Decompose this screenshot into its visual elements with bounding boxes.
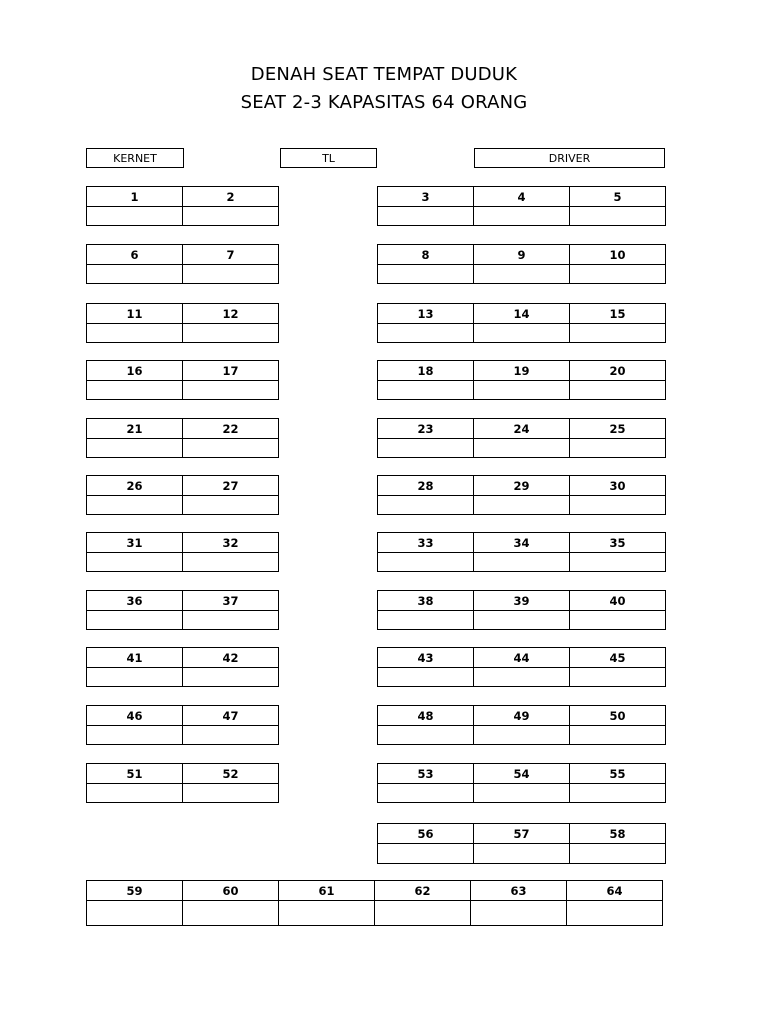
seat-cell <box>182 244 279 284</box>
seat-row-left <box>86 647 279 687</box>
seat-name-field[interactable] <box>183 784 278 802</box>
seat-number: 56 <box>378 824 473 844</box>
seat-name-field[interactable] <box>474 784 569 802</box>
seat-cell <box>473 647 570 687</box>
seat-number: 3 <box>378 187 473 207</box>
seat-number: 44 <box>474 648 569 668</box>
seat-number: 64 <box>567 881 662 901</box>
seat-name-field[interactable] <box>474 668 569 686</box>
seat-number: 37 <box>183 591 278 611</box>
seat-number: 52 <box>183 764 278 784</box>
seat-cell <box>86 244 183 284</box>
seat-name-field[interactable] <box>474 265 569 283</box>
seat-cell <box>473 303 570 343</box>
seat-cell <box>473 244 570 284</box>
seat-row-left <box>86 705 279 745</box>
seat-name-field[interactable] <box>378 439 473 457</box>
seat-cell <box>182 590 279 630</box>
seat-cell <box>182 360 279 400</box>
seat-number: 31 <box>87 533 182 553</box>
seat-name-field[interactable] <box>570 265 665 283</box>
seat-number: 22 <box>183 419 278 439</box>
seat-cell <box>377 590 474 630</box>
seat-name-field[interactable] <box>567 901 662 925</box>
seat-number: 19 <box>474 361 569 381</box>
seat-cell <box>182 186 279 226</box>
seat-number: 17 <box>183 361 278 381</box>
seat-number: 13 <box>378 304 473 324</box>
seat-number: 16 <box>87 361 182 381</box>
seat-cell <box>86 647 183 687</box>
seat-name-field[interactable] <box>570 668 665 686</box>
seat-name-field[interactable] <box>279 901 374 925</box>
seat-cell <box>473 186 570 226</box>
seat-cell <box>473 590 570 630</box>
seat-cell <box>569 647 666 687</box>
seat-number: 61 <box>279 881 374 901</box>
seat-row-back <box>86 880 663 926</box>
seat-name-field[interactable] <box>471 901 566 925</box>
seat-name-field[interactable] <box>570 611 665 629</box>
seat-number: 43 <box>378 648 473 668</box>
seat-cell <box>377 647 474 687</box>
seat-cell <box>473 763 570 803</box>
seat-name-field[interactable] <box>87 553 182 571</box>
seat-number: 11 <box>87 304 182 324</box>
seat-number: 47 <box>183 706 278 726</box>
seat-cell <box>569 360 666 400</box>
seat-cell <box>569 418 666 458</box>
seat-cell <box>86 360 183 400</box>
seat-number: 33 <box>378 533 473 553</box>
seat-name-field[interactable] <box>183 265 278 283</box>
seat-number: 45 <box>570 648 665 668</box>
seat-name-field[interactable] <box>87 496 182 514</box>
seat-cell <box>473 360 570 400</box>
seat-row-right <box>377 244 666 284</box>
seat-cell <box>86 532 183 572</box>
seat-cell <box>86 590 183 630</box>
seat-number: 32 <box>183 533 278 553</box>
seat-cell <box>182 880 279 926</box>
seat-cell <box>86 475 183 515</box>
seat-cell <box>182 705 279 745</box>
seat-name-field[interactable] <box>183 726 278 744</box>
seat-number: 18 <box>378 361 473 381</box>
seat-cell <box>377 303 474 343</box>
seat-number: 12 <box>183 304 278 324</box>
seat-cell <box>377 763 474 803</box>
seat-cell <box>569 590 666 630</box>
seat-cell <box>569 763 666 803</box>
seat-cell <box>182 475 279 515</box>
seat-cell <box>182 532 279 572</box>
seat-row-right <box>377 303 666 343</box>
seat-row-left <box>86 244 279 284</box>
seat-cell <box>470 880 567 926</box>
seat-name-field[interactable] <box>87 784 182 802</box>
seat-cell <box>473 418 570 458</box>
seat-name-field[interactable] <box>378 324 473 342</box>
seat-number: 60 <box>183 881 278 901</box>
seat-cell <box>377 823 474 864</box>
seat-row-right <box>377 647 666 687</box>
seat-number: 2 <box>183 187 278 207</box>
seat-number: 30 <box>570 476 665 496</box>
seat-cell <box>86 418 183 458</box>
seat-cell <box>377 244 474 284</box>
seat-cell <box>86 705 183 745</box>
seat-cell <box>569 303 666 343</box>
seat-name-field[interactable] <box>183 381 278 399</box>
seat-name-field[interactable] <box>183 668 278 686</box>
seat-number: 55 <box>570 764 665 784</box>
seat-row-right <box>377 705 666 745</box>
seat-name-field[interactable] <box>87 265 182 283</box>
seat-number: 46 <box>87 706 182 726</box>
seat-name-field[interactable] <box>183 611 278 629</box>
seat-number: 59 <box>87 881 182 901</box>
seat-number: 51 <box>87 764 182 784</box>
seat-number: 25 <box>570 419 665 439</box>
seat-cell <box>86 186 183 226</box>
seat-row-left <box>86 186 279 226</box>
seat-number: 14 <box>474 304 569 324</box>
seat-cell <box>569 244 666 284</box>
seat-row-left <box>86 590 279 630</box>
seat-name-field[interactable] <box>378 726 473 744</box>
seat-name-field[interactable] <box>183 496 278 514</box>
seat-number: 20 <box>570 361 665 381</box>
seat-number: 53 <box>378 764 473 784</box>
seat-row-right <box>377 475 666 515</box>
driver-box: DRIVER <box>474 148 665 168</box>
seat-row-left <box>86 418 279 458</box>
seat-name-field[interactable] <box>474 553 569 571</box>
seat-name-field[interactable] <box>378 784 473 802</box>
page-subtitle: SEAT 2-3 KAPASITAS 64 ORANG <box>240 92 528 113</box>
seat-cell <box>377 532 474 572</box>
seat-number: 34 <box>474 533 569 553</box>
seat-cell <box>86 763 183 803</box>
seat-name-field[interactable] <box>474 496 569 514</box>
seat-row-right <box>377 590 666 630</box>
seat-cell <box>473 532 570 572</box>
seat-number: 1 <box>87 187 182 207</box>
seat-number: 38 <box>378 591 473 611</box>
seat-number: 8 <box>378 245 473 265</box>
seat-cell <box>182 418 279 458</box>
seat-name-field[interactable] <box>570 439 665 457</box>
seat-name-field[interactable] <box>87 207 182 225</box>
seat-number: 63 <box>471 881 566 901</box>
seat-cell <box>569 532 666 572</box>
seat-name-field[interactable] <box>378 844 473 863</box>
seat-number: 23 <box>378 419 473 439</box>
seat-name-field[interactable] <box>570 726 665 744</box>
seat-cell <box>374 880 471 926</box>
seat-name-field[interactable] <box>474 381 569 399</box>
seat-row-left <box>86 475 279 515</box>
seat-number: 5 <box>570 187 665 207</box>
seat-name-field[interactable] <box>570 553 665 571</box>
seat-cell <box>569 186 666 226</box>
seat-cell <box>473 705 570 745</box>
seat-name-field[interactable] <box>570 844 665 863</box>
seat-cell <box>182 303 279 343</box>
seat-name-field[interactable] <box>378 611 473 629</box>
seat-name-field[interactable] <box>87 381 182 399</box>
seat-number: 24 <box>474 419 569 439</box>
seat-name-field[interactable] <box>570 496 665 514</box>
seat-number: 49 <box>474 706 569 726</box>
seat-cell <box>86 303 183 343</box>
seat-number: 9 <box>474 245 569 265</box>
seat-cell <box>377 418 474 458</box>
seat-name-field[interactable] <box>378 265 473 283</box>
seat-row-right <box>377 360 666 400</box>
seat-name-field[interactable] <box>87 668 182 686</box>
seat-name-field[interactable] <box>474 207 569 225</box>
seat-name-field[interactable] <box>570 324 665 342</box>
seat-cell <box>569 475 666 515</box>
seat-number: 7 <box>183 245 278 265</box>
seat-cell <box>473 475 570 515</box>
seat-name-field[interactable] <box>570 381 665 399</box>
seat-name-field[interactable] <box>183 324 278 342</box>
seat-cell <box>86 880 183 926</box>
seat-name-field[interactable] <box>474 611 569 629</box>
seat-number: 29 <box>474 476 569 496</box>
seat-number: 28 <box>378 476 473 496</box>
seat-row-left <box>86 532 279 572</box>
seat-number: 36 <box>87 591 182 611</box>
seat-cell <box>377 705 474 745</box>
tl-box: TL <box>280 148 377 168</box>
seat-number: 62 <box>375 881 470 901</box>
seat-cell <box>278 880 375 926</box>
seat-name-field[interactable] <box>87 901 182 925</box>
seat-name-field[interactable] <box>570 207 665 225</box>
seat-number: 58 <box>570 824 665 844</box>
seat-number: 26 <box>87 476 182 496</box>
seat-number: 6 <box>87 245 182 265</box>
seat-cell <box>377 360 474 400</box>
seat-name-field[interactable] <box>474 844 569 863</box>
seat-cell <box>569 705 666 745</box>
seat-number: 57 <box>474 824 569 844</box>
seat-name-field[interactable] <box>378 553 473 571</box>
seat-name-field[interactable] <box>183 553 278 571</box>
seat-row-left <box>86 763 279 803</box>
seat-cell <box>377 186 474 226</box>
seat-name-field[interactable] <box>87 611 182 629</box>
seat-number: 50 <box>570 706 665 726</box>
seat-name-field[interactable] <box>378 496 473 514</box>
seat-cell <box>473 823 570 864</box>
seat-name-field[interactable] <box>474 726 569 744</box>
seat-name-field[interactable] <box>87 439 182 457</box>
seat-cell <box>377 475 474 515</box>
seat-number: 54 <box>474 764 569 784</box>
seat-name-field[interactable] <box>378 381 473 399</box>
seat-name-field[interactable] <box>87 324 182 342</box>
seat-name-field[interactable] <box>378 207 473 225</box>
seat-number: 41 <box>87 648 182 668</box>
seat-row-right <box>377 418 666 458</box>
seat-row-right <box>377 763 666 803</box>
seat-name-field[interactable] <box>378 668 473 686</box>
seat-cell <box>182 763 279 803</box>
seat-number: 15 <box>570 304 665 324</box>
seat-name-field[interactable] <box>570 784 665 802</box>
seat-row-right <box>377 823 666 864</box>
seat-name-field[interactable] <box>474 439 569 457</box>
seat-cell <box>182 647 279 687</box>
seat-number: 35 <box>570 533 665 553</box>
kernet-box: KERNET <box>86 148 184 168</box>
seat-name-field[interactable] <box>183 207 278 225</box>
seat-name-field[interactable] <box>183 901 278 925</box>
seat-name-field[interactable] <box>87 726 182 744</box>
seat-row-right <box>377 532 666 572</box>
page-title: DENAH SEAT TEMPAT DUDUK <box>250 64 518 85</box>
seat-cell <box>566 880 663 926</box>
seat-number: 48 <box>378 706 473 726</box>
seat-row-left <box>86 303 279 343</box>
seat-number: 21 <box>87 419 182 439</box>
seat-number: 4 <box>474 187 569 207</box>
seat-number: 27 <box>183 476 278 496</box>
seat-row-right <box>377 186 666 226</box>
seat-number: 39 <box>474 591 569 611</box>
seat-number: 40 <box>570 591 665 611</box>
seat-row-left <box>86 360 279 400</box>
seat-number: 10 <box>570 245 665 265</box>
seat-name-field[interactable] <box>474 324 569 342</box>
seat-name-field[interactable] <box>183 439 278 457</box>
seat-name-field[interactable] <box>375 901 470 925</box>
seat-cell <box>569 823 666 864</box>
seat-number: 42 <box>183 648 278 668</box>
